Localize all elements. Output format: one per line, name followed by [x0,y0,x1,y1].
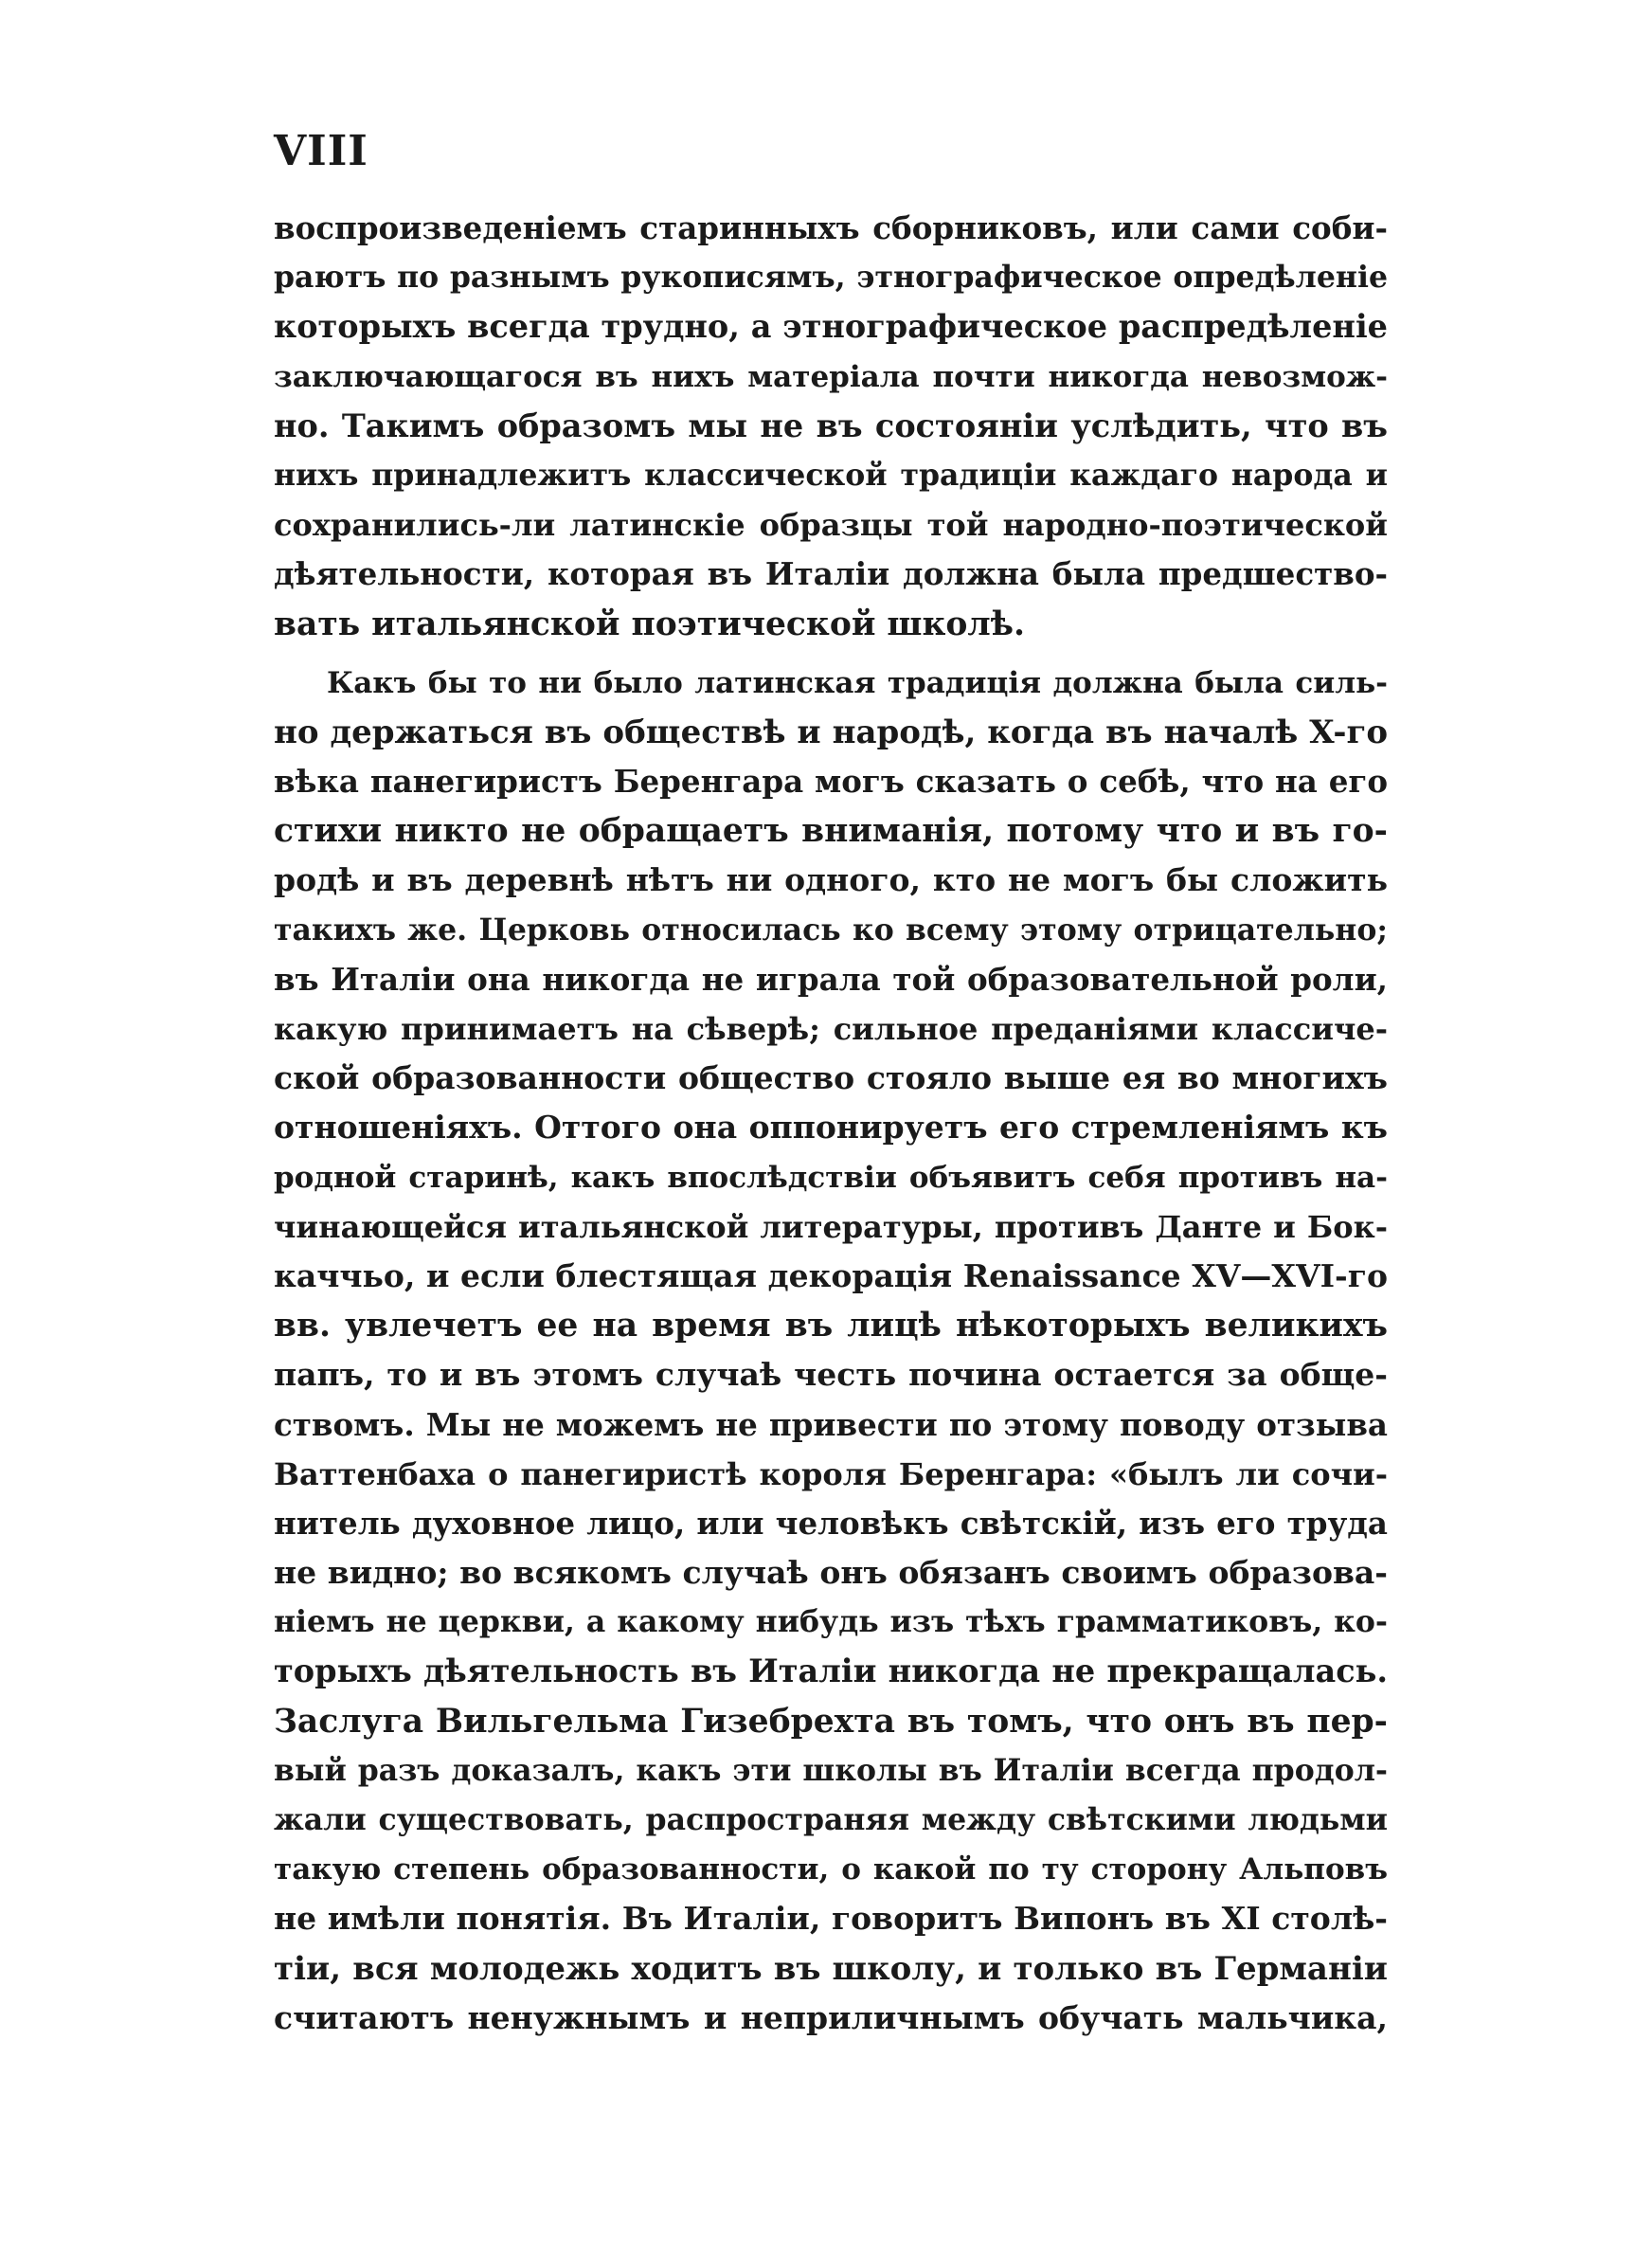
text-line: считаютъ ненужнымъ и неприличнымъ обучать мальчика, [274,1998,1388,2036]
page-number: VIII [274,127,368,175]
text-line: сохранились-ли латинскіе образцы той народно-поэтической [274,507,1388,544]
paragraph-1 [274,204,1388,649]
text-line: нитель духовное лицо, или человѣкъ свѣтскій, изъ его труда [274,1504,1388,1542]
text-line: родной старинѣ, какъ впослѣдствіи объявитъ себя противъ на- [274,1160,1388,1195]
text-line: дѣятельности, которая въ Италіи должна была предшество- [274,555,1388,593]
text-line: не видно; во всякомъ случаѣ онъ обязанъ своимъ образова- [274,1554,1388,1592]
text-line: не имѣли понятія. Въ Италіи, говоритъ Випонъ въ XI столѣ- [274,1900,1388,1938]
text-line: стихи никто не обращаетъ вниманія, потому что и въ го- [274,812,1388,851]
text-line: отношеніяхъ. Оттого она оппонируетъ его стремленіямъ къ [274,1109,1388,1147]
text-line: торыхъ дѣятельность въ Италіи никогда не прекращалась. [274,1652,1388,1690]
text-line: папъ, то и въ этомъ случаѣ честь почина остается за обще- [274,1356,1388,1394]
text-line: такую степень образованности, о какой по ту сторону Альповъ [274,1852,1388,1887]
text-line: каччьо, и если блестящая декорація Renaissance XV—XVI-го [274,1256,1388,1294]
text-line: родѣ и въ деревнѣ нѣтъ ни одного, кто не могъ бы сложить [274,861,1388,899]
text-line: Какъ бы то ни было латинская традиція должна была силь- [327,665,1388,700]
text-line: Заслуга Вильгельма Гизебрехта въ томъ, что онъ въ пер- [274,1702,1388,1741]
text-line: воспроизведеніемъ старинныхъ сборниковъ, или сами соби- [274,209,1388,246]
text-line: жали существовать, распространяя между свѣтскими людьми [274,1802,1388,1837]
text-line: Ваттенбаха о панегиристѣ короля Беренгара: «былъ ли сочи- [274,1455,1388,1492]
text-line: ствомъ. Мы не можемъ не привести по этому поводу отзыва [274,1405,1388,1443]
text-line: вв. увлечетъ ее на время въ лицѣ нѣкоторыхъ великихъ [274,1307,1388,1345]
text-line: ской образованности общество стояло выше ея во многихъ [274,1059,1388,1097]
text-line: вый разъ доказалъ, какъ эти школы въ Италіи всегда продол- [274,1752,1388,1788]
text-line: но держаться въ обществѣ и народѣ, когда въ началѣ X-го [274,713,1388,751]
text-line: которыхъ всегда трудно, а этнографическое распредѣленіе [274,308,1388,346]
text-line: въ Италіи она никогда не играла той образовательной роли, [274,960,1388,998]
paragraph-2 [274,659,1388,2043]
text-line: чинающейся итальянской литературы, противъ Данте и Бок- [274,1208,1388,1245]
text-line: вать итальянской поэтической школѣ. [274,605,1026,643]
text-line: какую принимаетъ на сѣверѣ; сильное преданіями классиче- [274,1011,1388,1047]
text-line: заключающагося въ нихъ матеріала почти никогда невозмож- [274,359,1388,394]
text-line: тіи, вся молодежь ходитъ въ школу, и только въ Германіи [274,1949,1388,1988]
text-line: ніемъ не церкви, а какому нибудь изъ тѣхъ грамматиковъ, ко- [274,1604,1388,1640]
body-text [274,204,1388,2043]
text-line: вѣка панегиристъ Беренгара могъ сказать о себѣ, что на его [274,763,1388,801]
text-line: но. Такимъ образомъ мы не въ состояніи услѣдить, что въ [274,406,1388,444]
text-line: нихъ принадлежитъ классической традиціи каждаго народа и [274,457,1388,493]
paragraph-gap [274,649,1388,659]
text-line: такихъ же. Церковь относилась ко всему этому отрицательно; [274,912,1388,948]
text-line: раютъ по разнымъ рукописямъ, этнографическое опредѣленіе [274,260,1388,296]
